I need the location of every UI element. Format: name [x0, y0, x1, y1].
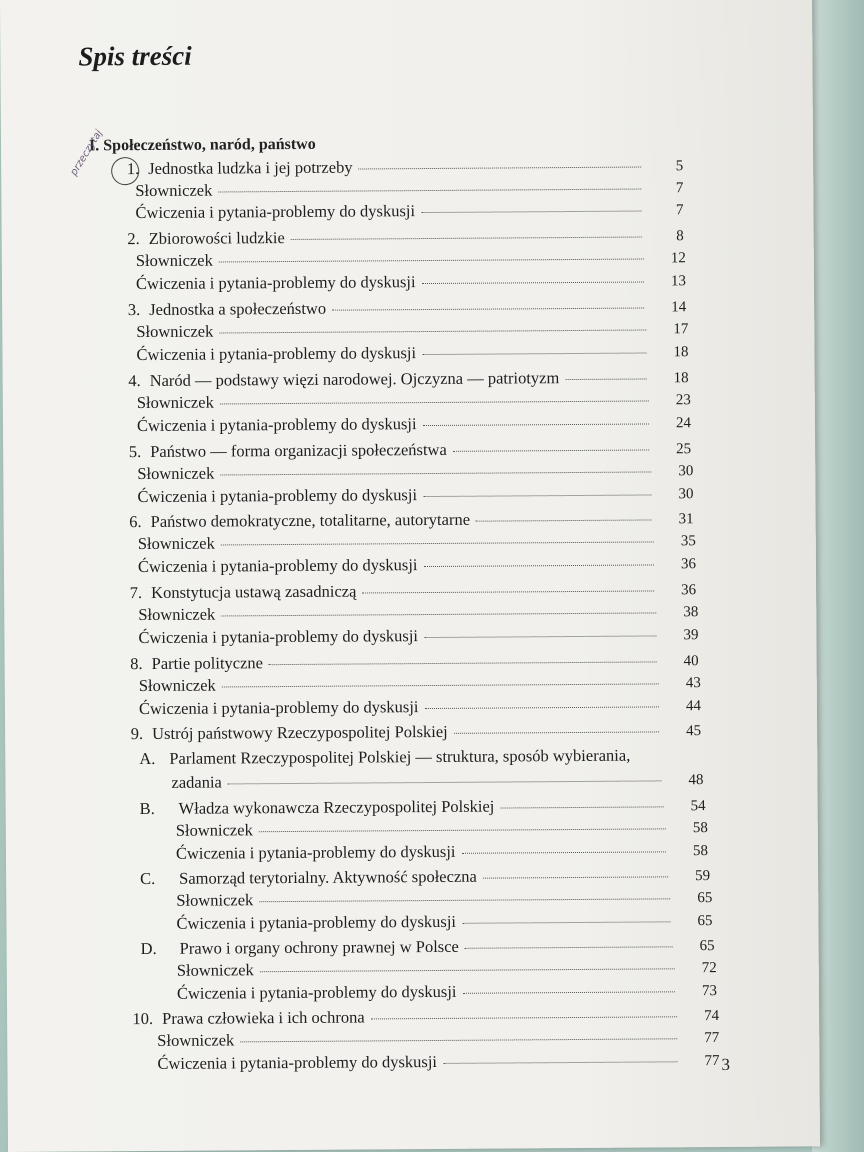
toc-entry	[138, 553, 696, 579]
toc-entry-number: 4.	[128, 371, 141, 391]
dot-leader	[500, 806, 663, 808]
toc-entry	[137, 412, 691, 438]
page-title: Spis treści	[78, 40, 192, 72]
toc-entry-label: Ćwiczenia i pytania-problemy do dyskusji	[137, 485, 418, 507]
toc-entry-label: Słowniczek	[138, 604, 216, 625]
toc-entry-number: 7.	[129, 583, 143, 603]
toc-entry	[137, 460, 693, 486]
toc-entry-label: Zbiorowości ludzkie	[148, 228, 285, 248]
toc-entry-page: 30	[678, 463, 694, 480]
toc-entry	[135, 199, 683, 225]
toc-entry-page: 30	[678, 486, 694, 503]
toc-entry-page: 65	[699, 938, 715, 955]
dot-leader	[462, 991, 674, 993]
toc-entry	[176, 817, 708, 843]
toc-entry	[138, 601, 698, 627]
toc-entry-label: Konstytucja ustawą zasadniczą	[151, 581, 357, 602]
handwritten-note: przeczytaj	[68, 128, 105, 178]
dot-leader	[422, 352, 646, 355]
dot-leader	[565, 378, 646, 380]
toc-entry-label: Słowniczek	[136, 392, 214, 413]
toc-entry-page: 18	[673, 370, 689, 387]
toc-entry-label: Ćwiczenia i pytania-problemy do dyskusji	[175, 841, 456, 863]
toc-entry-label: Jednostka ludzka i jej potrzeby	[148, 157, 353, 178]
dot-leader	[423, 423, 649, 426]
toc-entry-label: Naród — podstawy więzi narodowej. Ojczyzna — patriotyzm	[149, 368, 560, 390]
toc-entry-page: 39	[683, 627, 699, 644]
toc-entry	[136, 341, 688, 367]
toc-entry-label: Ćwiczenia i pytania-problemy do dyskusji	[138, 626, 419, 648]
toc-entry	[176, 910, 712, 936]
toc-entry-label: Ćwiczenia i pytania-problemy do dyskusji	[138, 697, 419, 719]
toc-entry-page: 18	[673, 344, 689, 361]
toc-entry-page: 24	[675, 415, 692, 432]
toc-entry-label: Parlament Rzeczypospolitej Polskiej — struktura, sposób wybierania,	[169, 745, 631, 768]
toc-entry-page: 40	[683, 653, 699, 670]
toc-entry	[177, 957, 717, 983]
dot-leader	[219, 329, 646, 333]
toc-entry	[139, 672, 701, 698]
dot-leader	[461, 851, 665, 853]
toc-entry-page: 65	[697, 890, 713, 907]
toc-entry-page: 43	[685, 675, 701, 692]
section-heading: I. Społeczeństwo, naród, państwo	[88, 135, 316, 155]
toc-entry	[136, 270, 686, 296]
toc-entry-label: Władza wykonawcza Rzeczypospolitej Polskiej	[178, 796, 495, 818]
toc-entry-label: Słowniczek	[135, 250, 213, 271]
toc-entry	[157, 1027, 719, 1053]
toc-entry-label: Samorząd terytorialny. Aktywność społeczna	[179, 866, 477, 888]
toc-entry-label: Ustrój państwowy Rzeczypospolitej Polskiej	[152, 721, 448, 743]
toc-entry-label: Słowniczek	[136, 321, 214, 342]
toc-entry-number: 6.	[129, 512, 142, 532]
background-surface	[812, 0, 864, 1152]
toc-entry-page: 35	[680, 533, 696, 550]
toc-entry-page: 36	[680, 556, 697, 573]
toc-entry-label: Ćwiczenia i pytania-problemy do dyskusji	[136, 343, 417, 365]
dot-leader	[218, 189, 641, 193]
dot-leader	[240, 1038, 677, 1042]
dot-leader	[371, 1016, 677, 1019]
dot-leader	[332, 308, 644, 311]
toc-entry-label: Ćwiczenia i pytania-problemy do dyskusji	[157, 1051, 438, 1073]
toc-entry-label: Ćwiczenia i pytania-problemy do dyskusji	[176, 911, 457, 933]
dot-leader	[221, 541, 654, 545]
toc-entry-page: 58	[692, 820, 708, 837]
toc-entry-label: Ćwiczenia i pytania-problemy do dyskusji	[136, 414, 417, 436]
toc-entry-label: Słowniczek	[175, 820, 253, 840]
dot-leader	[220, 471, 651, 475]
toc-entry-number: 2.	[127, 229, 140, 249]
toc-entry-page: 36	[681, 582, 697, 599]
page-number: 3	[721, 1054, 731, 1074]
dot-leader	[453, 449, 649, 451]
dot-leader	[260, 968, 675, 972]
toc-entry-page: 58	[692, 843, 709, 860]
toc-entry	[117, 720, 701, 746]
dot-leader	[359, 167, 642, 170]
toc-entry	[177, 980, 717, 1006]
toc-entry-page: 13	[670, 273, 687, 290]
toc-entry-label: Słowniczek	[137, 463, 215, 484]
toc-entry-number: 3.	[127, 300, 141, 320]
toc-entry-label: Słowniczek	[176, 960, 254, 980]
toc-entry	[138, 624, 698, 650]
toc-entry-label: zadania	[171, 772, 222, 792]
dot-leader	[483, 876, 668, 878]
toc-entry-page: 8	[676, 228, 684, 245]
toc-entry-page: 7	[675, 180, 684, 197]
toc-entry	[171, 769, 703, 795]
toc-entry-page: 54	[690, 798, 706, 815]
toc-entry-label: Słowniczek	[137, 533, 215, 554]
toc-entry-number: 5.	[128, 442, 142, 462]
toc-entry	[136, 318, 688, 344]
toc-entry-label: Ćwiczenia i pytania-problemy do dyskusji	[135, 201, 416, 223]
toc-entry-page: 77	[704, 1053, 720, 1070]
toc-entry-page: 48	[688, 772, 704, 789]
toc-entry	[137, 483, 693, 509]
dot-leader	[443, 1061, 677, 1064]
dot-leader	[228, 780, 662, 784]
dot-leader	[291, 237, 642, 240]
toc-entry-page: 12	[670, 250, 686, 267]
toc-entry-page: 25	[676, 441, 692, 458]
toc-entry-label: Słowniczek	[176, 890, 254, 910]
toc-entry	[138, 530, 696, 556]
toc-entry-label: Prawa człowieka i ich ochrona	[162, 1007, 365, 1028]
toc-entry	[176, 887, 712, 913]
toc-entry	[136, 247, 686, 273]
toc-entry-number: 8.	[130, 654, 143, 674]
toc-entry-page: 77	[704, 1030, 720, 1047]
dot-leader	[424, 635, 656, 638]
toc-entry-page: 59	[695, 868, 711, 885]
toc-entry-label: Państwo — forma organizacji społeczeństwa	[150, 439, 447, 461]
toc-entry-label: Państwo demokratyczne, totalitarne, autorytarne	[150, 509, 471, 531]
toc-entry-page: 17	[673, 321, 689, 338]
dot-leader	[422, 282, 644, 285]
toc-entry-page: 73	[701, 983, 717, 1000]
dot-leader	[462, 921, 670, 923]
dot-leader	[423, 564, 653, 567]
toc-entry-page: 23	[675, 392, 691, 409]
toc-entry-number: 10.	[132, 1008, 154, 1029]
toc-entry-page: 45	[686, 723, 702, 740]
dot-leader	[465, 946, 673, 948]
toc-entry-label: Słowniczek	[135, 180, 213, 201]
toc-entry-number: B.	[139, 798, 155, 819]
toc-entry	[139, 695, 701, 721]
toc-entry-page: 72	[701, 960, 717, 977]
toc-entry-number: C.	[140, 868, 156, 889]
dot-leader	[454, 731, 659, 733]
dot-leader	[423, 494, 651, 497]
toc-entry-label: Słowniczek	[157, 1030, 235, 1050]
toc-entry-page: 44	[685, 698, 702, 715]
toc-entry-page: 7	[675, 202, 684, 219]
toc-entry-label: Prawo i organy ochrony prawnej w Polsce	[179, 936, 459, 958]
toc-entry	[137, 389, 691, 415]
dot-leader	[259, 828, 666, 832]
dot-leader	[259, 898, 670, 902]
toc-entry-label: Ćwiczenia i pytania-problemy do dyskusji	[137, 555, 418, 577]
dot-leader	[220, 400, 649, 404]
dot-leader	[221, 612, 656, 616]
toc-entry-label: Ćwiczenia i pytania-problemy do dyskusji	[176, 981, 457, 1003]
dot-leader	[424, 706, 658, 709]
toc-entry-label: Jednostka a społeczeństwo	[149, 298, 327, 319]
dot-leader	[362, 590, 654, 593]
toc-entry-label: Słowniczek	[138, 675, 216, 696]
toc-entry	[157, 1050, 719, 1076]
toc-entry	[139, 746, 630, 769]
dot-leader	[222, 683, 659, 687]
toc-entry-number: D.	[140, 938, 157, 959]
toc-entry-page: 38	[683, 604, 699, 621]
toc-entry-number: 1.	[126, 159, 140, 179]
toc-entry-page: 5	[675, 158, 684, 175]
toc-entry-page: 74	[704, 1008, 720, 1025]
toc-entry-number: 9.	[130, 724, 144, 744]
toc-entry-label: Partie polityczne	[151, 653, 264, 673]
toc-entry-page: 31	[678, 511, 694, 528]
toc-entry-number: A.	[139, 748, 156, 769]
toc-entry-page: 65	[697, 913, 713, 930]
toc-entry	[176, 840, 708, 866]
toc-entry-label: Ćwiczenia i pytania-problemy do dyskusji	[135, 272, 416, 294]
dot-leader	[421, 211, 641, 214]
dot-leader	[219, 259, 644, 263]
dot-leader	[269, 661, 657, 665]
toc-entry-page: 14	[671, 299, 687, 316]
dot-leader	[476, 519, 652, 521]
